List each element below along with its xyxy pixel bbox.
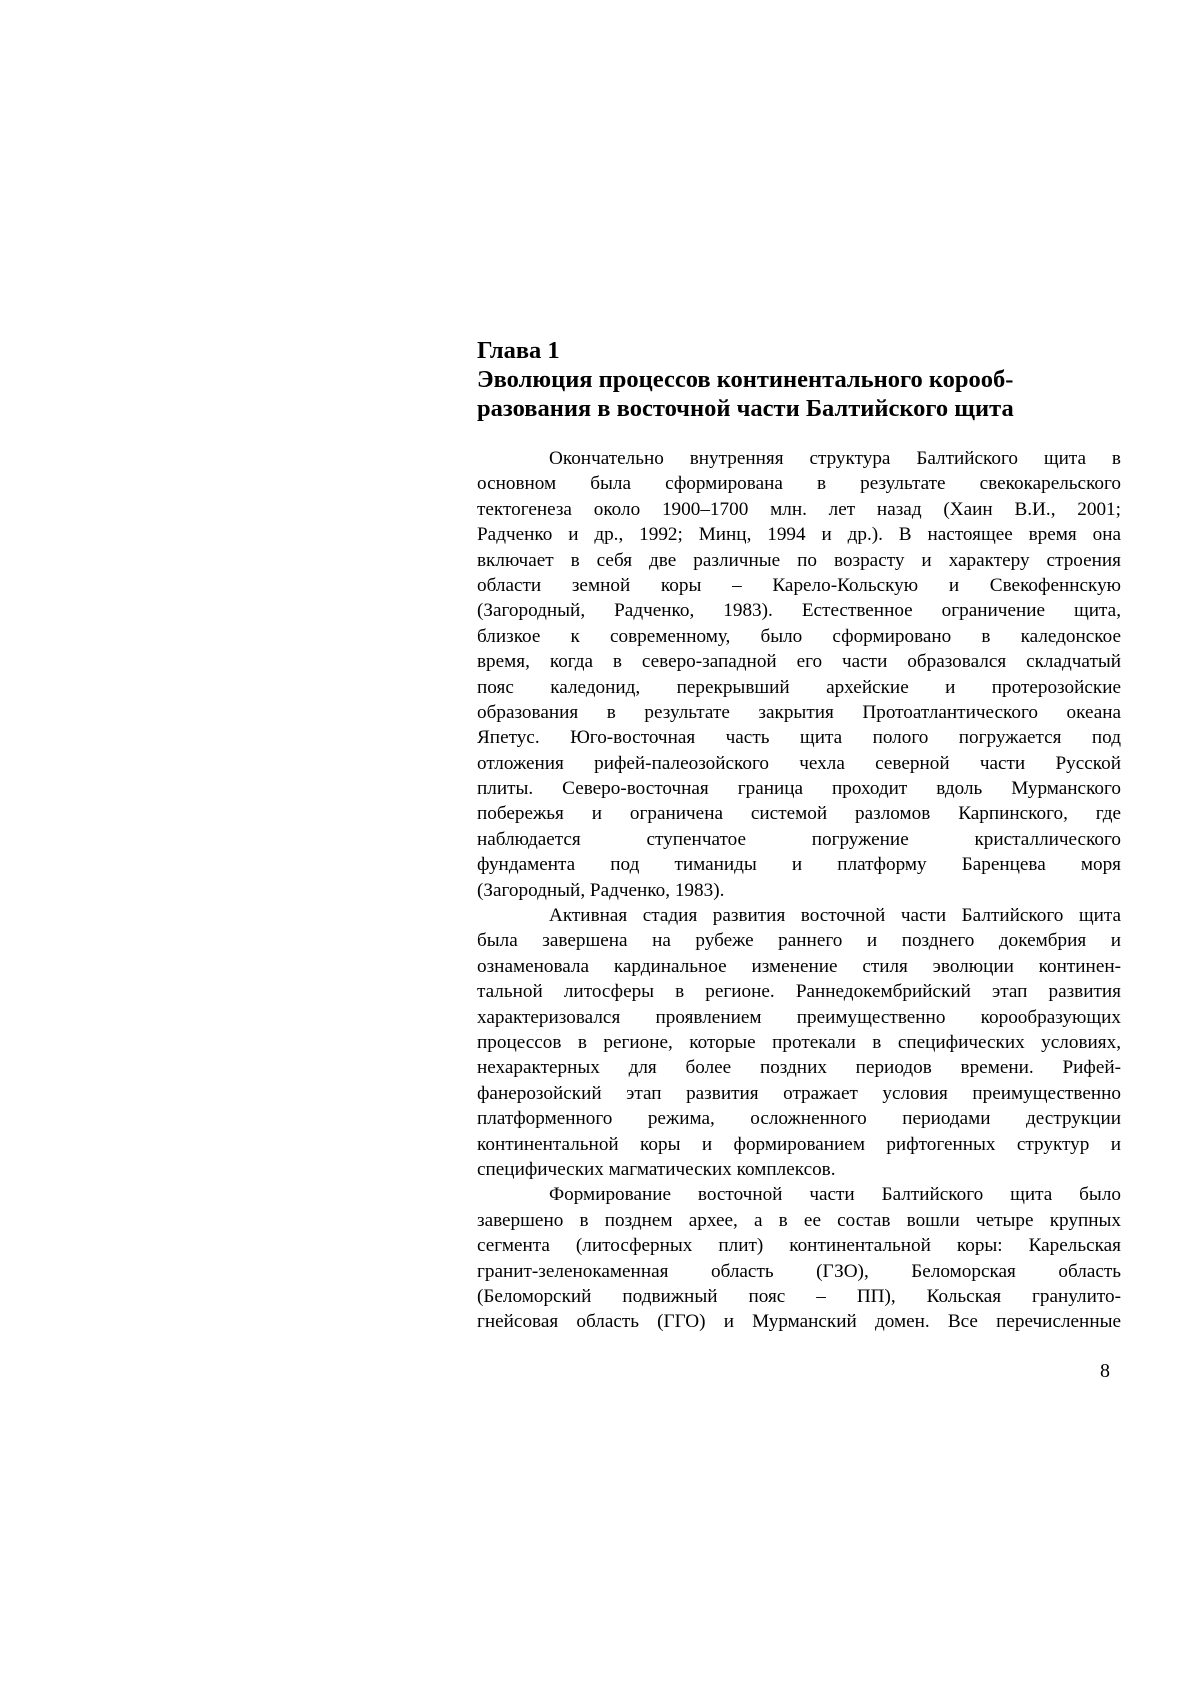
text-line: платформенного режима, осложненного периодами деструкции: [477, 1108, 1121, 1130]
text-line: специфических магматических комплексов.: [477, 1158, 836, 1180]
text-line: отложения рифей-палеозойского чехла северной части Русской: [477, 752, 1121, 774]
text-line: наблюдается ступенчатое погружение кристаллического: [477, 828, 1121, 850]
text-line: Радченко и др., 1992; Минц, 1994 и др.). В настоящее время она: [477, 524, 1121, 546]
text-line: время, когда в северо-западной его части образовался складчатый: [477, 651, 1121, 673]
text-line: Формирование восточной части Балтийского щита было: [549, 1184, 1121, 1206]
text-line: пояс каледонид, перекрывший архейские и протерозойские: [477, 676, 1121, 698]
page-number: 8: [1100, 1360, 1110, 1382]
text-line: области земной коры – Карело-Кольскую и Свекофеннскую: [477, 574, 1121, 596]
text-line: тальной литосферы в регионе. Раннедокембрийский этап развития: [477, 981, 1121, 1003]
text-line: гранит-зеленокаменная область (ГЗО), Беломорская область: [477, 1260, 1121, 1282]
text-line: Окончательно внутренняя структура Балтийского щита в: [549, 448, 1121, 469]
text-line: была завершена на рубеже раннего и позднего докембрия и: [477, 930, 1121, 952]
text-line: (Загородный, Радченко, 1983). Естественное ограничение щита,: [477, 600, 1121, 622]
chapter-title-line-2: разования в восточной части Балтийского щита: [477, 395, 1014, 422]
text-line: побережья и ограничена системой разломов Карпинского, где: [477, 803, 1121, 825]
text-line: процессов в регионе, которые протекали в специфических условиях,: [477, 1031, 1121, 1053]
text-line: Активная стадия развития восточной части Балтийского щита: [549, 905, 1121, 927]
text-line: фанерозойский этап развития отражает условия преимущественно: [477, 1082, 1121, 1104]
chapter-body: [477, 446, 1121, 1335]
text-line: континентальной коры и формированием рифтогенных структур и: [477, 1133, 1121, 1155]
text-line: ознаменовала кардинальное изменение стиля эволюции континен-: [477, 955, 1121, 977]
text-line: (Беломорский подвижный пояс – ПП), Кольская гранулито-: [477, 1285, 1121, 1307]
page-content: [477, 336, 1121, 1335]
text-line: завершено в позднем архее, а в ее состав вошли четыре крупных: [477, 1209, 1121, 1231]
text-line: основном была сформирована в результате свекокарельского: [477, 473, 1121, 495]
text-line: плиты. Северо-восточная граница проходит вдоль Мурманского: [477, 778, 1121, 800]
text-line: гнейсовая область (ГГО) и Мурманский домен. Все перечисленные: [477, 1311, 1121, 1333]
text-line: характеризовался проявлением преимущественно корообразующих: [477, 1006, 1121, 1028]
text-line: тектогенеза около 1900–1700 млн. лет назад (Хаин В.И., 2001;: [477, 498, 1121, 520]
text-line: фундамента под тиманиды и платформу Баренцева моря: [477, 854, 1121, 876]
text-line: образования в результате закрытия Протоатлантического океана: [477, 701, 1121, 723]
text-line: близкое к современному, было сформировано в каледонское: [477, 625, 1121, 647]
text-line: сегмента (литосферных плит) континентальной коры: Карельская: [477, 1235, 1121, 1257]
text-line: Япетус. Юго-восточная часть щита полого погружается под: [477, 727, 1121, 749]
chapter-heading: [477, 336, 1121, 423]
chapter-number: Глава 1: [477, 337, 560, 364]
text-line: включает в себя две различные по возрасту и характеру строения: [477, 549, 1121, 571]
text-line: (Загородный, Радченко, 1983).: [477, 879, 725, 901]
text-line: нехарактерных для более поздних периодов времени. Рифей-: [477, 1057, 1121, 1079]
chapter-title-line-1: Эволюция процессов континентального корооб-: [477, 366, 1014, 393]
